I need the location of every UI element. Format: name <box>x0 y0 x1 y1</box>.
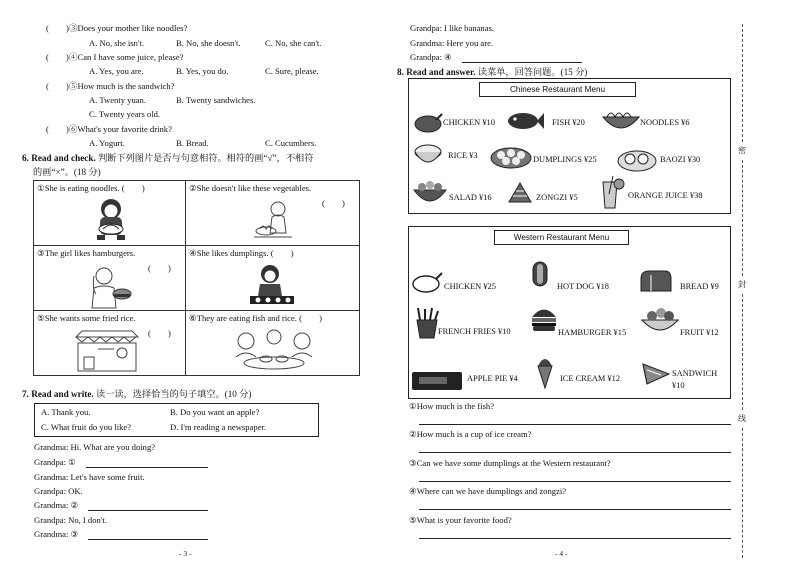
answer-blank-3[interactable] <box>88 539 208 540</box>
q6-cell-6-text: ⑥They are eating fish and rice. ( ) <box>189 313 322 323</box>
q7-option-d: D. I'm reading a newspaper. <box>170 422 267 432</box>
family-eating-image <box>232 327 318 375</box>
seal-char-1: 密 <box>738 146 746 155</box>
q7-options-box <box>34 403 319 437</box>
dialogue-line-5: Grandma: ② <box>34 500 79 510</box>
menu-item-rice: RICE ¥3 <box>448 151 478 160</box>
q6-cell-3 <box>33 245 186 311</box>
orange-juice-icon <box>595 174 625 210</box>
menu-item-zongzi: ZONGZI ¥5 <box>536 193 578 202</box>
choice-q3-option-c: C. No, she can't. <box>265 38 322 48</box>
menu-item-fish: FISH ¥20 <box>552 118 585 127</box>
choice-q6-option-c: C. Cucumbers. <box>265 138 317 148</box>
question-3-answer-line[interactable] <box>419 481 731 482</box>
rice-icon <box>412 142 444 168</box>
question-4: ④Where can we have dumplings and zongzi? <box>409 486 567 496</box>
question-1-answer-line[interactable] <box>419 424 731 425</box>
western-menu-title: Western Restaurant Menu <box>494 230 629 245</box>
apple-pie-icon <box>411 370 463 392</box>
menu-item-western-chicken: CHICKEN ¥25 <box>444 282 496 291</box>
baozi-icon <box>616 145 658 173</box>
zongzi-icon <box>505 180 535 206</box>
menu-item-chicken: CHICKEN ¥10 <box>443 118 495 127</box>
menu-item-dumplings: DUMPLINGS ¥25 <box>533 155 597 164</box>
hot-dog-icon <box>528 260 552 288</box>
girl-dumplings-image <box>246 262 298 308</box>
noodles-icon <box>601 107 641 135</box>
bread-icon <box>637 269 673 293</box>
answer-blank-4[interactable] <box>462 62 582 63</box>
dialogue-line-7: Grandma: ③ <box>34 529 79 539</box>
fried-rice-stall-image <box>70 327 144 375</box>
question-4-answer-line[interactable] <box>419 509 731 510</box>
q6-cell-3-paren[interactable]: ( ) <box>148 263 171 273</box>
choice-q6-option-a: A. Yogurt. <box>89 138 125 148</box>
dialogue-line-1: Grandma: Hi. What are you doing? <box>34 442 156 452</box>
q6-heading: 6. Read and check. 判断下列图片是否与句意相符。相符的画“√”，不相符 <box>22 153 314 163</box>
menu-item-hot-dog: HOT DOG ¥18 <box>557 282 609 291</box>
menu-item-sandwich: SANDWICH <box>672 369 718 378</box>
dialogue-cont-2: Grandma: Here you are. <box>410 38 494 48</box>
q6-cell-1 <box>33 180 186 246</box>
choice-q4-option-c: C. Sure, please. <box>265 66 319 76</box>
fish-icon <box>505 108 545 134</box>
dumplings-icon <box>489 140 533 170</box>
menu-item-ice-cream: ICE CREAM ¥12 <box>560 374 621 383</box>
question-2: ②How much is a cup of ice cream? <box>409 429 532 439</box>
seal-line-segment-2 <box>742 160 743 276</box>
question-2-answer-line[interactable] <box>419 452 731 453</box>
question-1: ①How much is the fish? <box>409 401 495 411</box>
dialogue-cont-3: Grandpa: ④ <box>410 52 452 62</box>
seal-line-segment-4 <box>742 428 743 558</box>
page-number-left: - 3 - <box>179 549 192 558</box>
question-5: ⑤What is your favorite food? <box>409 515 512 525</box>
question-3: ③Can we have some dumplings at the Western restaurant? <box>409 458 611 468</box>
q6-cell-5-text: ⑤She wants some fried rice. <box>37 313 136 323</box>
choice-q5-option-b: B. Twenty sandwiches. <box>176 95 256 105</box>
menu-item-sandwich-price: ¥10 <box>672 381 685 390</box>
q6-cell-1-text: ①She is eating noodles. ( ) <box>37 183 145 193</box>
hamburger-icon <box>530 306 558 332</box>
q6-cell-2-paren[interactable]: ( ) <box>322 198 345 208</box>
q6-cell-6 <box>185 310 360 376</box>
choice-q3-option-b: B. No, she doesn't. <box>176 38 241 48</box>
seal-line-segment-3 <box>742 294 743 410</box>
menu-item-french-fries: FRENCH FRIES ¥10 <box>438 327 511 336</box>
choice-q4-option-a: A. Yes, you are. <box>89 66 144 76</box>
answer-blank-2[interactable] <box>88 510 208 511</box>
q6-cell-5 <box>33 310 186 376</box>
page-number-right: - 4 - <box>555 549 568 558</box>
dialogue-cont-1: Grandpa: I like bananas. <box>410 23 494 33</box>
sandwich-icon <box>641 360 671 386</box>
choice-q4-option-b: B. Yes, you do. <box>176 66 229 76</box>
choice-q4-question: ( )④Can I have some juice, please? <box>46 52 184 62</box>
chinese-menu-title: Chinese Restaurant Menu <box>479 82 636 97</box>
q7-option-a: A. Thank you. <box>41 407 91 417</box>
roast-chicken-icon <box>410 270 444 296</box>
seal-char-3: 线 <box>738 414 746 423</box>
q6-cell-2-text: ②She doesn't like these vegetables. <box>189 183 312 193</box>
chicken-icon <box>412 110 444 134</box>
q6-cell-4 <box>185 245 360 311</box>
choice-q5-option-a: A. Twenty yuan. <box>89 95 147 105</box>
menu-item-bread: BREAD ¥9 <box>680 282 719 291</box>
choice-q5-question: ( )⑤How much is the sandwich? <box>46 81 175 91</box>
q7-heading: 7. Read and write. 读一读，选择恰当的句子填空。(10 分) <box>22 389 252 399</box>
q8-heading: 8. Read and answer. 读菜单，回答问题。(15 分) <box>397 67 588 77</box>
dialogue-line-6: Grandpa: No, I don't. <box>34 515 107 525</box>
menu-item-apple-pie: APPLE PIE ¥4 <box>467 374 518 383</box>
girl-hamburger-image <box>86 264 136 310</box>
fruit-icon <box>640 304 680 334</box>
choice-q5-option-c: C. Twenty years old. <box>89 109 161 119</box>
q6-cell-2 <box>185 180 360 246</box>
salad-icon <box>412 178 448 206</box>
dialogue-line-3: Grandma: Let's have some fruit. <box>34 472 145 482</box>
menu-item-noodles: NOODLES ¥6 <box>640 118 690 127</box>
menu-item-orange-juice: ORANGE JUICE ¥38 <box>628 191 703 200</box>
q7-option-c: C. What fruit do you like? <box>41 422 132 432</box>
girl-vegetables-image <box>252 199 294 243</box>
answer-blank-1[interactable] <box>86 467 208 468</box>
q6-cell-4-text: ④She likes dumplings. ( ) <box>189 248 294 258</box>
seal-char-2: 封 <box>738 280 746 289</box>
choice-q3-option-a: A. No, she isn't. <box>89 38 145 48</box>
question-5-answer-line[interactable] <box>419 538 731 539</box>
ice-cream-icon <box>534 354 556 390</box>
dialogue-line-2: Grandpa: ① <box>34 457 76 467</box>
q6-instruction-line2: 的画“×”。(18 分) <box>33 167 101 177</box>
menu-item-baozi: BAOZI ¥30 <box>660 155 701 164</box>
choice-q3-question: ( )③Does your mother like noodles? <box>46 23 188 33</box>
dialogue-line-4: Grandpa: OK. <box>34 486 83 496</box>
q6-cell-3-text: ③The girl likes hamburgers. <box>37 248 136 258</box>
girl-eating-noodles-image <box>89 195 133 243</box>
menu-item-hamburger: HAMBURGER ¥15 <box>558 328 627 337</box>
menu-item-fruit: FRUIT ¥12 <box>680 328 719 337</box>
choice-q6-question: ( )⑥What's your favorite drink? <box>46 124 172 134</box>
q7-option-b: B. Do you want an apple? <box>170 407 260 417</box>
q6-cell-5-paren[interactable]: ( ) <box>148 328 171 338</box>
choice-q6-option-b: B. Bread. <box>176 138 209 148</box>
menu-item-salad: SALAD ¥16 <box>449 193 492 202</box>
seal-line-segment-1 <box>742 24 743 142</box>
